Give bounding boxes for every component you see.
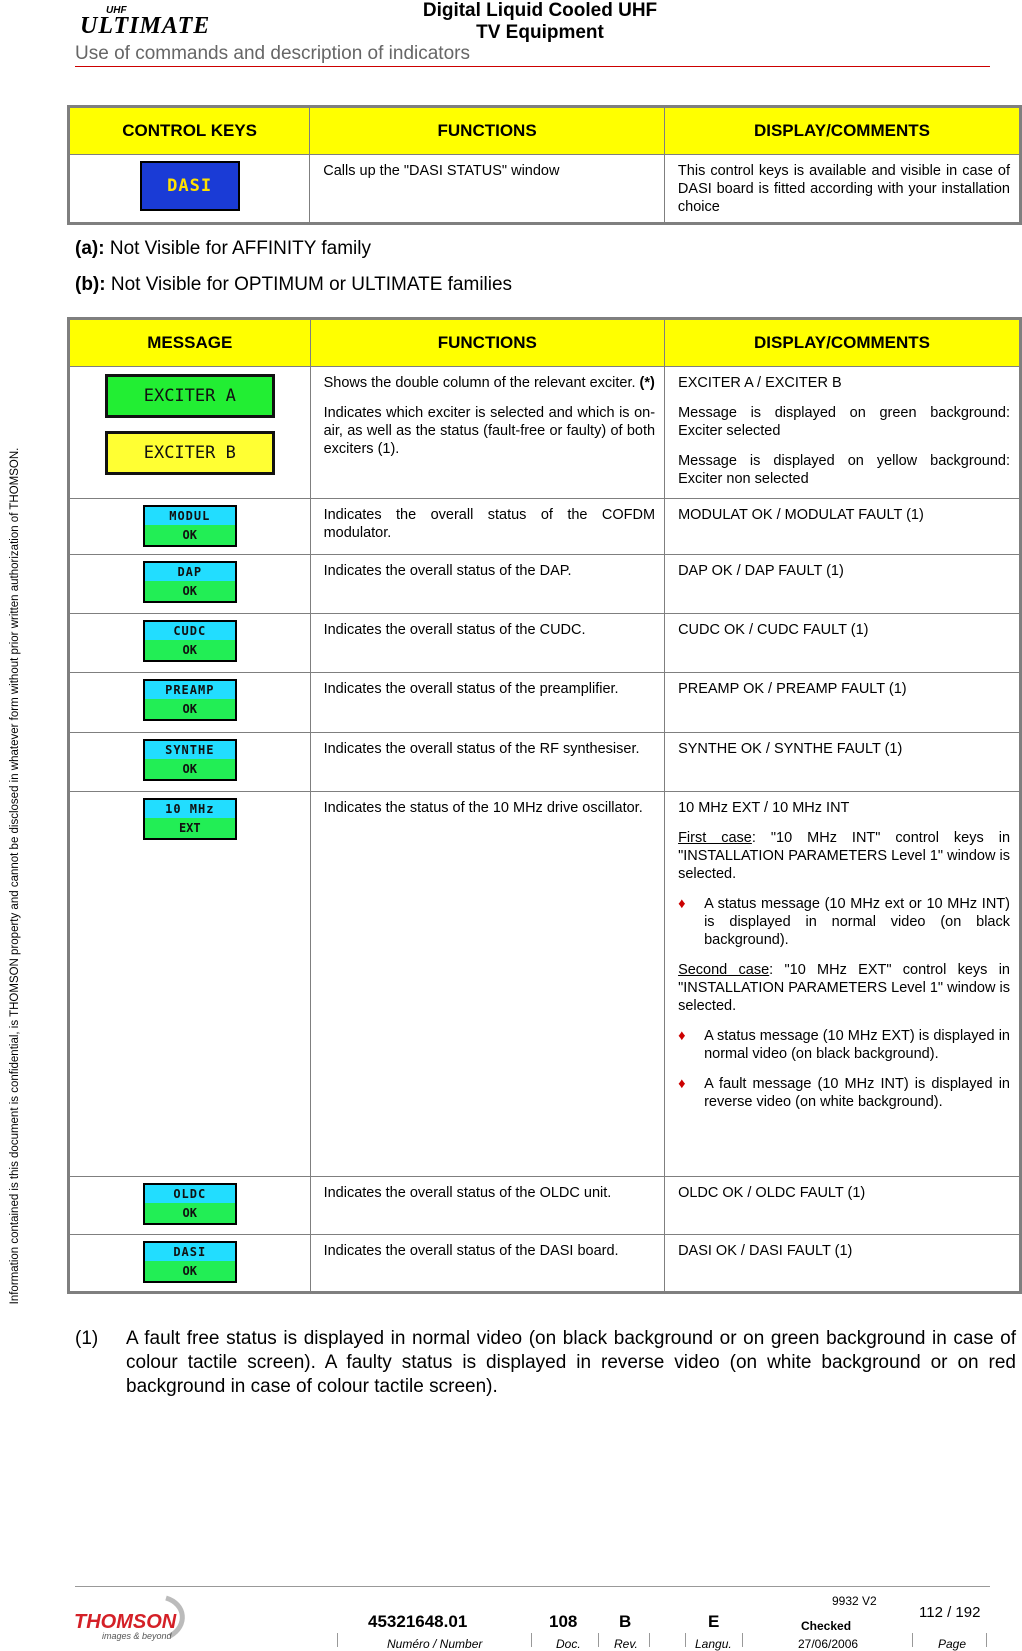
10mhz-function: Indicates the status of the 10 MHz drive oscillator. [323,800,643,816]
footnote-1: (1) A fault free status is displayed in normal video (on black background or on green background in case of colour tactile screen). A faulty status is displayed in reverse video (on white background or on red background in case of colour tactile screen). [75,1328,1016,1397]
synthe-comment: SYNTHE OK / SYNTHE FAULT (1) [678,741,903,757]
cudc-ok-indicator[interactable]: CUDC OK [143,620,237,662]
table-row [69,499,1021,555]
table-row [69,1177,1021,1235]
cudc-function: Indicates the overall status of the CUDC. [323,622,586,638]
footer-label-doc: Doc. [556,1637,581,1651]
ultimate-logo [76,2,232,36]
col-header-functions: FUNCTIONS [310,107,665,155]
exciter-function-2: Indicates which exciter is selected and which is on-air, as well as the status (fault-free or faulty) of both exciters (1). [323,405,656,457]
footer-langu: E [708,1612,720,1631]
footer-label-rev: Rev. [614,1637,638,1651]
oldc-comment: OLDC OK / OLDC FAULT (1) [678,1185,866,1201]
dasi-key-button[interactable]: DASI [140,161,240,211]
modul-ok-indicator[interactable]: MODUL OK [143,505,237,547]
10mhz-comment-title: 10 MHz EXT / 10 MHz INT [678,800,850,816]
table-row [69,1235,1021,1293]
diamond-bullet-icon: ♦ [678,896,686,912]
exciter-function-1: Shows the double column of the relevant exciter. (*) [323,375,655,391]
footer-date: 27/06/2006 [798,1637,859,1651]
header-title-line2: TV Equipment [476,22,604,43]
table-row [69,555,1021,614]
10mhz-second-case: Second case: "10 MHz EXT" control keys in "INSTALLATION PARAMETERS Level 1" window is selected. [678,962,1010,1014]
footer-page-count: 112 / 192 [919,1604,981,1621]
header-subtitle: Use of commands and description of indicators [75,43,470,64]
synthe-function: Indicates the overall status of the RF synthesiser. [323,741,640,757]
dap-ok-indicator[interactable]: DAP OK [143,561,237,603]
col-header-functions: FUNCTIONS [310,319,664,367]
header-divider [75,66,990,67]
modul-comment: MODULAT OK / MODULAT FAULT (1) [678,507,924,523]
svg-text:ULTIMATE: ULTIMATE [80,13,211,36]
thomson-logo [74,1592,194,1644]
note-b: (b): Not Visible for OPTIMUM or ULTIMATE families [75,274,513,295]
list-item: ♦ A status message (10 MHz EXT) is displayed in normal video (on black background). [678,1028,1010,1062]
preamp-ok-indicator[interactable]: PREAMP OK [143,679,237,721]
footer-number: 45321648.01 [368,1612,468,1631]
svg-text:UHF: UHF [106,5,127,16]
table-row [69,673,1021,733]
preamp-function: Indicates the overall status of the preamplifier. [323,681,619,697]
diamond-bullet-icon: ♦ [678,1028,686,1044]
header-title-line1: Digital Liquid Cooled UHF [422,0,658,21]
cudc-comment: CUDC OK / CUDC FAULT (1) [678,622,869,638]
oldc-function: Indicates the overall status of the OLDC unit. [323,1185,612,1201]
footer-divider [75,1586,990,1587]
diamond-bullet-icon: ♦ [678,1076,686,1092]
dasi-board-function: Indicates the overall status of the DASI board. [323,1243,619,1259]
exciter-a-indicator[interactable]: EXCITER A [105,374,275,418]
messages-table [67,317,1022,1294]
col-header-message: MESSAGE [69,319,311,367]
control-keys-table [67,105,1022,225]
footer-checked: Checked [801,1619,852,1633]
table-row [69,367,1021,499]
footer-label-page: Page [938,1637,967,1651]
dasi-comment: This control keys is available and visible in case of DASI board is fitted according with your installation choice [677,163,1010,215]
preamp-comment: PREAMP OK / PREAMP FAULT (1) [678,681,907,697]
table-row [69,614,1021,673]
list-item: ♦ A fault message (10 MHz INT) is displayed in reverse video (on white background). [678,1076,1010,1110]
dasi-ok-indicator[interactable]: DASI OK [143,1241,237,1283]
dap-comment: DAP OK / DAP FAULT (1) [678,563,844,579]
dap-function: Indicates the overall status of the DAP. [323,563,572,579]
col-header-control-keys: CONTROL KEYS [69,107,310,155]
confidentiality-notice: Information contained is this document is confidential, is THOMSON property and cannot be disclosed in whatever form without prior written authorization of THOMSON. [9,447,21,1305]
10mhz-ext-indicator[interactable]: 10 MHz EXT [143,798,237,840]
footer-doc: 108 [549,1612,578,1631]
dasi-board-comment: DASI OK / DASI FAULT (1) [678,1243,853,1259]
footer-label-langu: Langu. [695,1637,732,1651]
exciter-comment-3: Message is displayed on yellow background: Exciter non selected [678,453,1010,487]
table-row [69,733,1021,792]
footer-rev: B [619,1612,632,1631]
modul-function: Indicates the overall status of the COFDM modulator. [323,507,656,541]
exciter-b-indicator[interactable]: EXCITER B [105,431,275,475]
dasi-function: Calls up the "DASI STATUS" window [323,163,560,179]
footer-version: 9932 V2 [832,1594,877,1608]
svg-text:THOMSON: THOMSON [74,1611,177,1633]
synthe-ok-indicator[interactable]: SYNTHE OK [143,739,237,781]
oldc-ok-indicator[interactable]: OLDC OK [143,1183,237,1225]
note-a: (a): Not Visible for AFFINITY family [75,238,371,259]
col-header-display-comments: DISPLAY/COMMENTS [664,107,1020,155]
col-header-display-comments: DISPLAY/COMMENTS [665,319,1021,367]
table-row [69,792,1021,1177]
footer-label-number: Numéro / Number [387,1637,483,1651]
control-key-cell [69,155,310,224]
list-item: ♦ A status message (10 MHz ext or 10 MHz INT) is displayed in normal video (on black background). [678,896,1010,948]
exciter-comment-2: Message is displayed on green background: Exciter selected [678,405,1010,439]
svg-text:images & beyond: images & beyond [102,1631,172,1641]
10mhz-first-case: First case: "10 MHz INT" control keys in "INSTALLATION PARAMETERS Level 1" window is selected. [678,830,1011,882]
exciter-comment-1: EXCITER A / EXCITER B [678,375,842,391]
